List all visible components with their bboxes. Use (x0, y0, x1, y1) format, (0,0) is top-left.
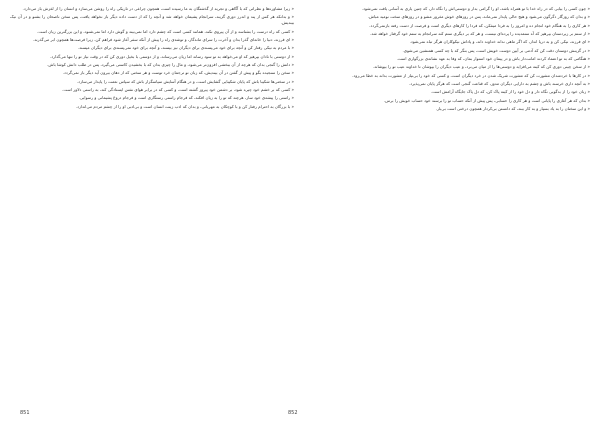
paragraph: « در کارها با خردمندان مشورت کن که مشورت شریک شدن در خرد دیگران است، و کسی که خود را بی‌نیاز از مشورت بداند به خطا می‌رود. (352, 72, 590, 78)
page-number-left: 851 (20, 410, 30, 416)
paragraph: « از دوستی با نادان بپرهیز که او می‌خواهد به تو سود رساند اما زیان می‌رساند، و از دوستی با بخیل دوری کن که در وقت نیاز تو را تنها می‌گذارد. (49, 53, 294, 59)
paragraph: « راستی را پیشه‌ی خود ساز، هرچند که تو را به زیان افکند، که فرجام راستی رستگاری است و فرجام دروغ پشیمانی و رسوایی. (78, 95, 294, 101)
paragraph: « زبان خود را از بدگویی نگاه دار و دل خود را از کینه پاک کن، که دل پاک جایگاه آرامش است. (430, 89, 590, 95)
paragraph: « سخن را سنجیده بگو و پیش از گفتن در آن بیندیش، که زبان تو ترجمان خرد توست و هر سخنی که از دهان بیرون آید دیگر باز نمی‌گردد. (62, 70, 294, 76)
paragraph: « از سخن چینی دوری کن که کینه می‌افزاید و دوستی‌ها را از میان می‌برد، و عیب دیگران را بپوشان تا خداوند عیب تو را بپوشاند. (372, 64, 590, 70)
paragraph: « چون کسی را بیابی که در راه خدا با تو همراه باشد، او را گرامی بدار و دوستی‌اش را نگاه دار، که چنین یاری به آسانی یافت نمی‌شود. (361, 6, 590, 11)
paragraph: « ای فرزند، نیکی کن و به دریا انداز، که اگر ماهی نداند خداوند داند، و پاداش نیکوکاران هرگز تباه نمی‌شود. (409, 39, 590, 45)
paragraph: « و بدان که روزگار دگرگون می‌شود و هیچ حالی پایدار نمی‌ماند، پس در روزهای خوش مغرور مشو و در روزهای سخت نومید مباش. (367, 14, 590, 20)
left-page (10, 6, 294, 402)
right-page (306, 6, 590, 402)
paragraph: « زیرا مشاوره‌ها و نظراتی که با آگاهی و تجربه از گذشتگان به ما رسیده است، همچون چراغی در تاریکی راه را روشن می‌سازد و انسان را از لغزش باز می‌دارد. (22, 6, 294, 11)
paragraph: « به آنچه داری خرسند باش و چشم به دارایی دیگران مدوز، که قناعت گنجی است که هرگز پایان نمی‌پذیرد. (408, 81, 590, 87)
paragraph: « در سختی‌ها شکیبا باش که پایان شکیبایی گشایش است، و در هنگام آسایش سپاسگزار باش که سپاس نعمت را پایدار می‌سازد. (76, 78, 294, 84)
paragraph: « با بزرگان به احترام رفتار کن و با کوچکان به مهربانی، و بدان که ادب زینت انسان است و بی‌ادبی او را از چشم مردم می‌اندازد. (75, 103, 294, 109)
paragraph: « و این سخنان را به یاد بسپار و به کار ببند، که دانستن بی‌کردار همچون درختی است بی‌بار. (435, 106, 590, 112)
paragraph: « در گزینش دوستان دقت کن که آدمی بر آیین دوست خویش است، پس بنگر که با چه کسی همنشین می‌شوی. (402, 47, 590, 53)
paragraph: « از ستم بر زیردستان بپرهیز که آه ستمدیده را پرده‌ای نیست، و هر که بر دیگری ستم کند سرانجام به ستم خود گرفتار خواهد شد. (369, 31, 590, 37)
paragraph: « ای فرزند، دنیا را خانه‌ای گذرا بدان و آخرت را سرای ماندگار، و توشه‌ی راه را پیش از آنکه سفر آغاز شود فراهم کن، زیرا فرصت‌ها همچون ابر می‌گذرند. (32, 36, 294, 42)
paragraph: « بدان که هر آغازی را پایانی است و هر کاری را حسابی، پس پیش از آنکه حساب تو را برسند خود حساب خویش را برس. (383, 97, 590, 103)
left-page-text (10, 6, 294, 110)
paragraph: « و بدانکه هر کس از پند و اندرز دوری گزیند، سرانجام پشیمان خواهد شد و آنچه را که از دست داده دیگر باز نخواهد یافت، پس سخن ناصحان را بشنو و در آن نیک بیندیش. (10, 14, 294, 26)
paragraph: « با مردم به نیکی رفتار کن و آنچه برای خود می‌پسندی برای دیگران نیز بپسند، و آنچه برای خود نمی‌پسندی برای دیگران مپسند. (77, 45, 294, 51)
paragraph: « هنگامی که به تو اعتماد کردند امانت‌دار باش و در پیمان خود استوار بمان، که وفا به عهد نشانه‌ی بزرگواری است. (396, 56, 590, 62)
paragraph: « کسی که بر خشم خود چیره شود، بر دشمن خود پیروز گشته است، و کسی که در برابر هوای نفس ایستادگی کند، به راستی دلاور است. (62, 87, 294, 93)
paragraph: « کسی که راه درست را بشناسد و از آن پیروی نکند، همانند کسی است که چشم دارد اما نمی‌بیند و گوش دارد اما نمی‌شنود، و این بزرگترین زیان است. (37, 28, 294, 34)
page-number-right: 852 (288, 410, 298, 416)
right-page-text (306, 6, 590, 112)
paragraph: « هر کاری را به هنگام خود انجام ده و امروز را به فردا میفکن، که فردا را کارهای دیگری است و فرصت از دست رفته بازنمی‌گردد. (369, 22, 590, 28)
paragraph: « دانش را گنجی بدان که هرچه از آن ببخشی افزون‌تر می‌شود، و مال را چیزی بدان که با بخشیدن کاستی می‌گیرد، پس در طلب دانش کوشا باش. (47, 62, 294, 68)
